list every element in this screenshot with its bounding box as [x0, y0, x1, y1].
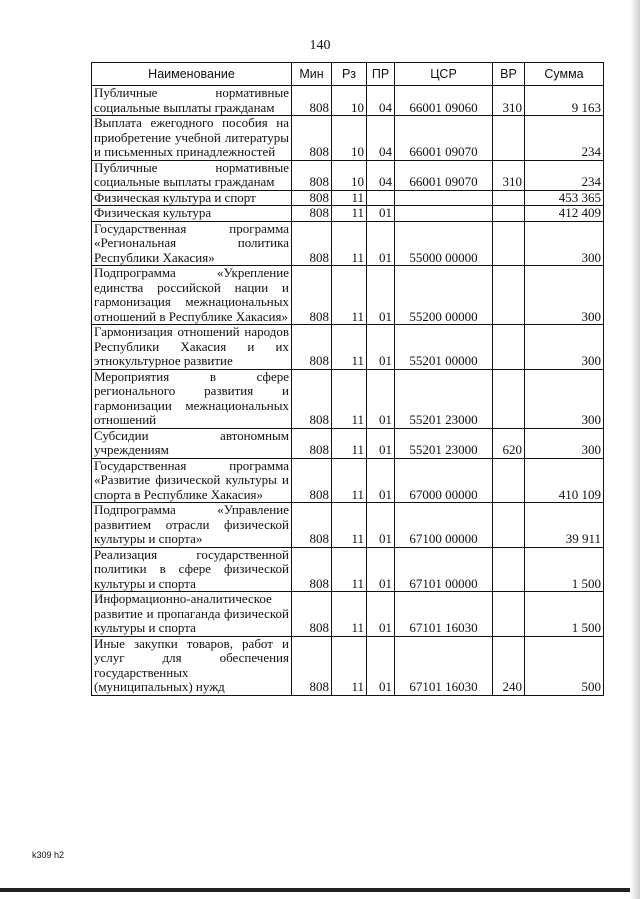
row-rz: 10 [332, 116, 367, 161]
row-csr [395, 190, 493, 206]
row-name: Иные закупки товаров, работ и услуг для обеспечения государственных (муниципальных) нужд [92, 636, 292, 695]
row-min: 808 [292, 221, 332, 266]
row-csr: 67000 00000 [395, 458, 493, 503]
row-vr [493, 592, 525, 637]
row-rz: 10 [332, 86, 367, 116]
table-header-row [92, 63, 604, 86]
row-sum: 412 409 [525, 206, 604, 222]
row-csr [395, 206, 493, 222]
row-vr [493, 266, 525, 325]
header-sum: Сумма [525, 63, 604, 86]
row-name: Подпрограмма «Управление развитием отрасли физической культуры и спорта» [92, 503, 292, 548]
row-rz: 11 [332, 592, 367, 637]
row-sum: 500 [525, 636, 604, 695]
row-sum: 1 500 [525, 592, 604, 637]
row-vr [493, 221, 525, 266]
row-csr: 67100 00000 [395, 503, 493, 548]
table-row [92, 86, 604, 116]
row-sum: 300 [525, 221, 604, 266]
row-min: 808 [292, 503, 332, 548]
row-min: 808 [292, 86, 332, 116]
row-sum: 9 163 [525, 86, 604, 116]
row-name: Государственная программа «Региональная политика Республики Хакасия» [92, 221, 292, 266]
table-row [92, 160, 604, 190]
row-csr: 55000 00000 [395, 221, 493, 266]
row-pr: 01 [367, 592, 395, 637]
row-sum: 39 911 [525, 503, 604, 548]
row-csr: 66001 09070 [395, 116, 493, 161]
table-row [92, 325, 604, 370]
row-rz: 11 [332, 636, 367, 695]
row-rz: 11 [332, 190, 367, 206]
row-rz: 11 [332, 428, 367, 458]
row-vr [493, 206, 525, 222]
row-pr: 01 [367, 369, 395, 428]
row-csr: 55201 23000 [395, 369, 493, 428]
row-sum: 300 [525, 325, 604, 370]
row-vr [493, 190, 525, 206]
row-vr: 240 [493, 636, 525, 695]
header-pr: ПР [367, 63, 395, 86]
row-sum: 453 365 [525, 190, 604, 206]
row-csr: 55201 00000 [395, 325, 493, 370]
row-csr: 66001 09060 [395, 86, 493, 116]
row-rz: 11 [332, 547, 367, 592]
table-row [92, 547, 604, 592]
row-vr: 310 [493, 86, 525, 116]
table-row [92, 636, 604, 695]
row-min: 808 [292, 428, 332, 458]
row-csr: 55200 00000 [395, 266, 493, 325]
row-rz: 11 [332, 369, 367, 428]
table-row [92, 428, 604, 458]
row-sum: 1 500 [525, 547, 604, 592]
header-csr: ЦСР [395, 63, 493, 86]
header-name: Наименование [92, 63, 292, 86]
row-pr: 01 [367, 636, 395, 695]
row-vr [493, 325, 525, 370]
row-rz: 11 [332, 325, 367, 370]
row-pr: 01 [367, 325, 395, 370]
row-pr: 01 [367, 458, 395, 503]
row-pr [367, 190, 395, 206]
scan-edge [630, 0, 640, 899]
row-name: Субсидии автономным учреждениям [92, 428, 292, 458]
page-number: 140 [309, 38, 331, 53]
row-csr: 67101 16030 [395, 592, 493, 637]
row-name: Публичные нормативные социальные выплаты гражданам [92, 86, 292, 116]
row-name: Публичные нормативные социальные выплаты гражданам [92, 160, 292, 190]
row-name: Физическая культура [92, 206, 292, 222]
table-row [92, 116, 604, 161]
row-vr: 310 [493, 160, 525, 190]
row-pr: 01 [367, 547, 395, 592]
row-pr: 04 [367, 160, 395, 190]
row-pr: 01 [367, 503, 395, 548]
row-min: 808 [292, 636, 332, 695]
row-pr: 04 [367, 86, 395, 116]
row-name: Реализация государственной политики в сфере физической культуры и спорта [92, 547, 292, 592]
row-csr: 67101 00000 [395, 547, 493, 592]
scan-bar [0, 888, 640, 892]
table-row [92, 221, 604, 266]
row-min: 808 [292, 325, 332, 370]
row-name: Государственная программа «Развитие физической культуры и спорта в Республике Хакасия» [92, 458, 292, 503]
row-name: Физическая культура и спорт [92, 190, 292, 206]
row-pr: 01 [367, 266, 395, 325]
row-csr: 55201 23000 [395, 428, 493, 458]
row-name: Гармонизация отношений народов Республики Хакасия и их этнокультурное развитие [92, 325, 292, 370]
row-name: Мероприятия в сфере регионального развития и гармонизации межнациональных отношений [92, 369, 292, 428]
row-sum: 300 [525, 369, 604, 428]
row-pr: 01 [367, 428, 395, 458]
row-name: Подпрограмма «Укрепление единства российской нации и гармонизация межнациональных отношений в Республике Хакасия» [92, 266, 292, 325]
row-rz: 10 [332, 160, 367, 190]
row-min: 808 [292, 190, 332, 206]
row-vr [493, 458, 525, 503]
table-row [92, 592, 604, 637]
row-rz: 11 [332, 458, 367, 503]
table-row [92, 503, 604, 548]
header-rz: Рз [332, 63, 367, 86]
row-min: 808 [292, 206, 332, 222]
row-name: Выплата ежегодного пособия на приобретение учебной литературы и письменных принадлежностей [92, 116, 292, 161]
table-row [92, 369, 604, 428]
row-rz: 11 [332, 206, 367, 222]
table-row [92, 190, 604, 206]
row-sum: 300 [525, 266, 604, 325]
footer-code: k309 h2 [32, 850, 65, 860]
row-pr: 01 [367, 221, 395, 266]
row-min: 808 [292, 458, 332, 503]
row-vr: 620 [493, 428, 525, 458]
row-pr: 04 [367, 116, 395, 161]
row-min: 808 [292, 369, 332, 428]
row-name: Информационно-аналитическое развитие и пропаганда физической культуры и спорта [92, 592, 292, 637]
row-rz: 11 [332, 503, 367, 548]
row-min: 808 [292, 547, 332, 592]
row-vr [493, 503, 525, 548]
row-rz: 11 [332, 221, 367, 266]
row-rz: 11 [332, 266, 367, 325]
row-vr [493, 116, 525, 161]
row-csr: 66001 09070 [395, 160, 493, 190]
row-min: 808 [292, 592, 332, 637]
budget-table [91, 62, 604, 696]
row-sum: 410 109 [525, 458, 604, 503]
header-min: Мин [292, 63, 332, 86]
row-pr: 01 [367, 206, 395, 222]
table-row [92, 266, 604, 325]
row-vr [493, 547, 525, 592]
row-sum: 300 [525, 428, 604, 458]
row-min: 808 [292, 266, 332, 325]
row-sum: 234 [525, 116, 604, 161]
row-vr [493, 369, 525, 428]
table-row [92, 458, 604, 503]
row-sum: 234 [525, 160, 604, 190]
header-vr: ВР [493, 63, 525, 86]
row-min: 808 [292, 116, 332, 161]
row-min: 808 [292, 160, 332, 190]
table-row [92, 206, 604, 222]
row-csr: 67101 16030 [395, 636, 493, 695]
